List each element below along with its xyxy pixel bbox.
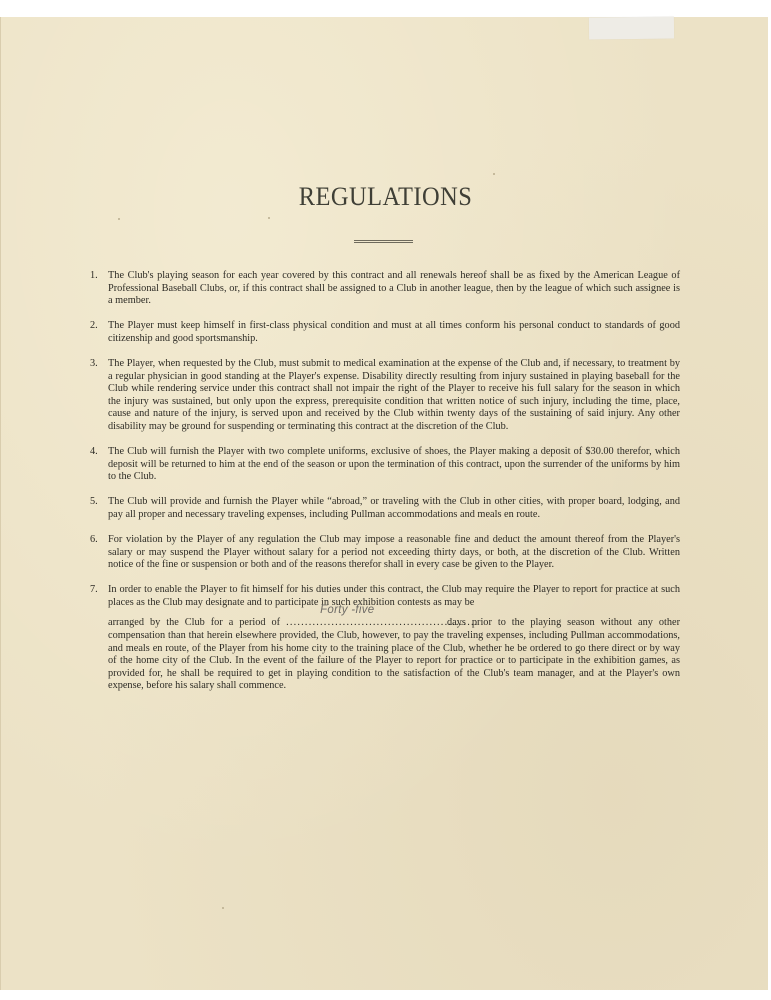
regulation-number: 7.: [90, 584, 98, 596]
regulation-item: [88, 496, 680, 521]
regulation-text-part: arranged by the Club for a period of: [108, 617, 281, 629]
paper-speck: [493, 173, 495, 175]
regulation-number: 2.: [90, 320, 98, 332]
regulation-text-part: days prior to the playing season without any other compensation than that herein elsewhere provided, the Club, however, to pay the traveling expenses, including Pullman accommodations, and meals en route, of the Player from his home city to the training place of the Club, whether he be ordered to go there direct or by way of the home city of the Club. In the event of the failure of the Player to report for practice or to participate in the exhibition games, as provided for, he shall be required to get in playing condition to the satisfaction of the Club's team manager, and at the Player's own expense, before his salary shall commence.: [108, 617, 681, 692]
regulation-text: The Player, when requested by the Club, must submit to medical examination at the expense of the Club and, if necessary, to treatment by a regular physician in good standing at the Player's expense. Disability directly resulting from injury sustained in playing baseball for the Club while rendering service under this contract shall not impair the right of the Player to receive his full salary for the season in which the injury was sustained, but only upon the express, prerequisite condition that written notice of such injury, including the time, place, cause and nature of the injury, is served upon and received by the Club within twenty days of the sustaining of said injury. Any other disability may be ground for suspending or terminating this contract at the discretion of the Club.: [108, 357, 680, 432]
regulation-number: 5.: [90, 496, 98, 508]
regulation-text: For violation by the Player of any regulation the Club may impose a reasonable fine and deduct the amount thereof from the Player's salary or may suspend the Player without salary for a period not exceeding thirty days, or both, at the discretion of the Club. Written notice of the fine or suspension or both and of the reasons therefor shall in every case be given to the Player.: [108, 534, 680, 571]
tape-strip: [589, 17, 674, 40]
regulation-text: The Player must keep himself in first-class physical condition and must at all times conform his personal conduct to standards of good citizenship and good sportsmanship.: [108, 320, 680, 344]
regulation-number: 3.: [90, 357, 98, 369]
regulation-item: [88, 534, 680, 572]
regulation-text: The Club's playing season for each year covered by this contract and all renewals hereof shall be as fixed by the American League of Professional Baseball Clubs, or, if this contract shall be assigned to a Club in another league, then by the league of which such assignee is a member.: [108, 270, 680, 307]
paper-speck: [268, 217, 270, 219]
regulation-text: The Club will furnish the Player with two complete uniforms, exclusive of shoes, the Player making a deposit of $30.00 therefor, which deposit will be returned to him at the end of the season or upon the termination of this contract, upon the surrender of the uniforms by him to the Club.: [108, 446, 680, 483]
title-divider: [354, 240, 413, 243]
regulation-number: 1.: [90, 270, 98, 281]
regulation-number: 6.: [90, 534, 98, 545]
regulation-item: [88, 584, 680, 693]
paper-speck: [118, 218, 120, 220]
dotted-blank-line: ...................................................: [286, 617, 479, 629]
paper-speck: [222, 907, 224, 909]
regulation-item: [88, 270, 680, 308]
regulation-item: [88, 446, 680, 484]
regulation-text-part: In order to enable the Player to fit himself for his duties under this contract, the Club may require the Player to report for practice at such places as the Club may designate and to participate in such exhibition contests as may be: [108, 584, 680, 608]
regulation-number: 4.: [90, 446, 98, 458]
page-title: REGULATIONS: [298, 182, 473, 211]
regulations-list: [88, 270, 680, 706]
regulation-item: [88, 320, 680, 345]
days-fill-in-field: [286, 604, 479, 630]
regulation-text: The Club will provide and furnish the Player while “abroad,” or traveling with the Club in other cities, with proper board, lodging, and pay all proper and necessary traveling expenses, including Pullman accommodations and meals en route.: [108, 496, 680, 520]
typed-days-value: Forty -five: [320, 604, 375, 617]
regulation-text: [108, 584, 680, 693]
regulation-item: [88, 358, 680, 434]
